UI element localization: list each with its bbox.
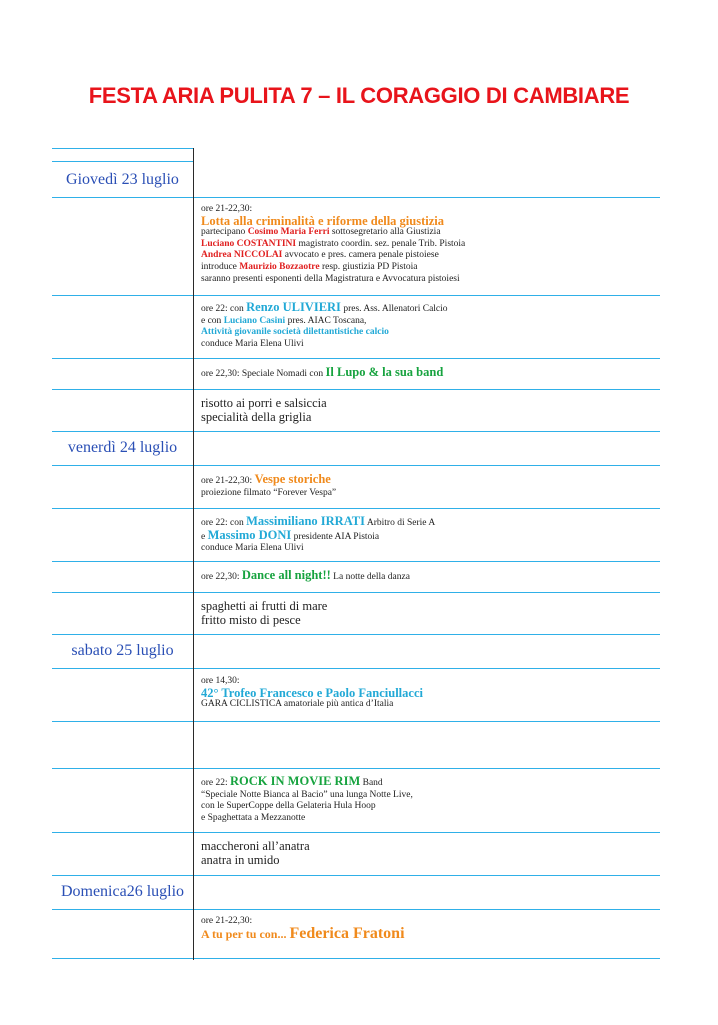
day-label-sunday: Domenica26 luglio xyxy=(60,883,185,900)
table-rule xyxy=(52,358,660,359)
event-football-talk xyxy=(201,302,651,350)
column-divider xyxy=(193,148,194,960)
speaker-name: Andrea NICCOLAI xyxy=(201,250,283,261)
event-line: con le SuperCoppe della Gelateria Hula Hoop xyxy=(201,801,376,812)
event-line: e Spaghettata a Mezzanotte xyxy=(201,812,306,823)
event-line: ore 22: con Renzo ULIVIERI pres. Ass. Allenatori Calcio xyxy=(201,300,448,314)
event-rock-in-movie xyxy=(201,776,651,824)
event-line: ore 21-22,30: Vespe storiche xyxy=(201,472,331,486)
event-line: ore 22,30: Dance all night!! La notte della danza xyxy=(201,568,410,582)
table-rule xyxy=(52,958,660,959)
event-fratoni xyxy=(201,916,651,942)
event-line: e con Luciano Casini pres. AIAC Toscana, xyxy=(201,315,367,326)
menu-item: spaghetti ai frutti di mare xyxy=(201,599,328,613)
event-line: “Speciale Notte Bianca al Bacio” una lunga Notte Live, xyxy=(201,789,413,800)
event-line: saranno presenti esponenti della Magistratura e Avvocatura pistoiesi xyxy=(201,273,460,284)
speaker-name: Cosimo Maria Ferri xyxy=(247,227,330,238)
event-heading: 42° Trofeo Francesco e Paolo Fanciullacci xyxy=(201,685,423,700)
menu-item: anatra in umido xyxy=(201,853,280,867)
menu-thursday xyxy=(201,396,651,424)
speaker-name: Luciano Casini xyxy=(223,315,286,326)
table-rule xyxy=(52,161,193,162)
event-line: ore 22,30: Speciale Nomadi con Il Lupo & la sua band xyxy=(201,365,444,379)
event-line: introduce Maurizio Bozzaotre resp. giustizia PD Pistoia xyxy=(201,261,418,272)
menu-friday xyxy=(201,599,651,627)
event-heading: Vespe storiche xyxy=(254,472,331,486)
table-rule xyxy=(52,721,660,722)
day-label-friday: venerdì 24 luglio xyxy=(67,439,178,456)
menu-item: fritto misto di pesce xyxy=(201,613,301,627)
event-line: conduce Maria Elena Ulivi xyxy=(201,543,304,554)
table-rule xyxy=(52,465,660,466)
table-rule xyxy=(52,508,660,509)
table-rule xyxy=(52,431,660,432)
menu-saturday xyxy=(201,839,651,867)
table-rule xyxy=(52,295,660,296)
table-rule xyxy=(52,875,660,876)
event-cycling-trophy xyxy=(201,676,651,711)
table-rule xyxy=(52,832,660,833)
event-line: A tu per tu con... Federica Fratoni xyxy=(201,924,405,942)
speaker-name: Maurizio Bozzaotre xyxy=(239,261,320,272)
event-dance-night xyxy=(201,570,651,584)
event-line: proiezione filmato “Forever Vespa” xyxy=(201,487,337,498)
event-line: ore 22: con Massimiliano IRRATI Arbitro di Serie A xyxy=(201,514,436,528)
event-heading: Attività giovanile società dilettantistiche calcio xyxy=(201,327,389,338)
event-time: ore 21-22,30: xyxy=(201,204,253,214)
page-title: FESTA ARIA PULITA 7 – IL CORAGGIO DI CAMBIARE xyxy=(88,83,630,108)
event-referees-talk xyxy=(201,516,651,555)
event-line: Andrea NICCOLAI avvocato e pres. camera penale pistoiese xyxy=(201,250,439,261)
day-label-saturday: sabato 25 luglio xyxy=(71,642,174,659)
event-line: partecipano Cosimo Maria Ferri sottosegretario alla Giustizia xyxy=(201,227,441,238)
event-heading: Lotta alla criminalità e riforme della giustizia xyxy=(201,213,445,228)
band-name: ROCK IN MOVIE RIM xyxy=(230,774,361,788)
event-line: Luciano COSTANTINI magistrato coordin. sez. penale Trib. Pistoia xyxy=(201,238,466,249)
event-line: conduce Maria Elena Ulivi xyxy=(201,338,304,349)
table-rule xyxy=(52,768,660,769)
speaker-name: Federica Fratoni xyxy=(289,924,405,942)
table-rule xyxy=(52,592,660,593)
speaker-name: Massimo DONI xyxy=(207,527,292,542)
menu-item: specialità della griglia xyxy=(201,410,312,424)
event-line: ore 22: ROCK IN MOVIE RIM Band xyxy=(201,774,383,788)
event-line: e Massimo DONI presidente AIA Pistoia xyxy=(201,527,380,542)
table-rule xyxy=(52,909,660,910)
table-rule xyxy=(52,148,193,149)
event-justice-debate xyxy=(201,204,651,285)
table-rule xyxy=(52,634,660,635)
event-nomadi-concert xyxy=(201,367,651,381)
event-line: GARA CICLISTICA amatoriale più antica d’Italia xyxy=(201,699,394,710)
speaker-name: Renzo ULIVIERI xyxy=(246,300,341,314)
event-heading: Dance all night!! xyxy=(241,568,331,582)
table-rule xyxy=(52,197,660,198)
speaker-name: Luciano COSTANTINI xyxy=(201,238,297,249)
table-rule xyxy=(52,668,660,669)
menu-item: risotto ai porri e salsiccia xyxy=(201,396,327,410)
event-vespa xyxy=(201,474,651,499)
table-rule xyxy=(52,561,660,562)
speaker-name: Massimiliano IRRATI xyxy=(246,514,366,528)
event-time: ore 21-22,30: xyxy=(201,916,253,926)
day-label-thursday: Giovedì 23 luglio xyxy=(66,171,179,188)
table-rule xyxy=(52,389,660,390)
band-name: Il Lupo & la sua band xyxy=(325,365,444,379)
menu-item: maccheroni all’anatra xyxy=(201,839,310,853)
event-time: ore 14,30: xyxy=(201,676,240,686)
